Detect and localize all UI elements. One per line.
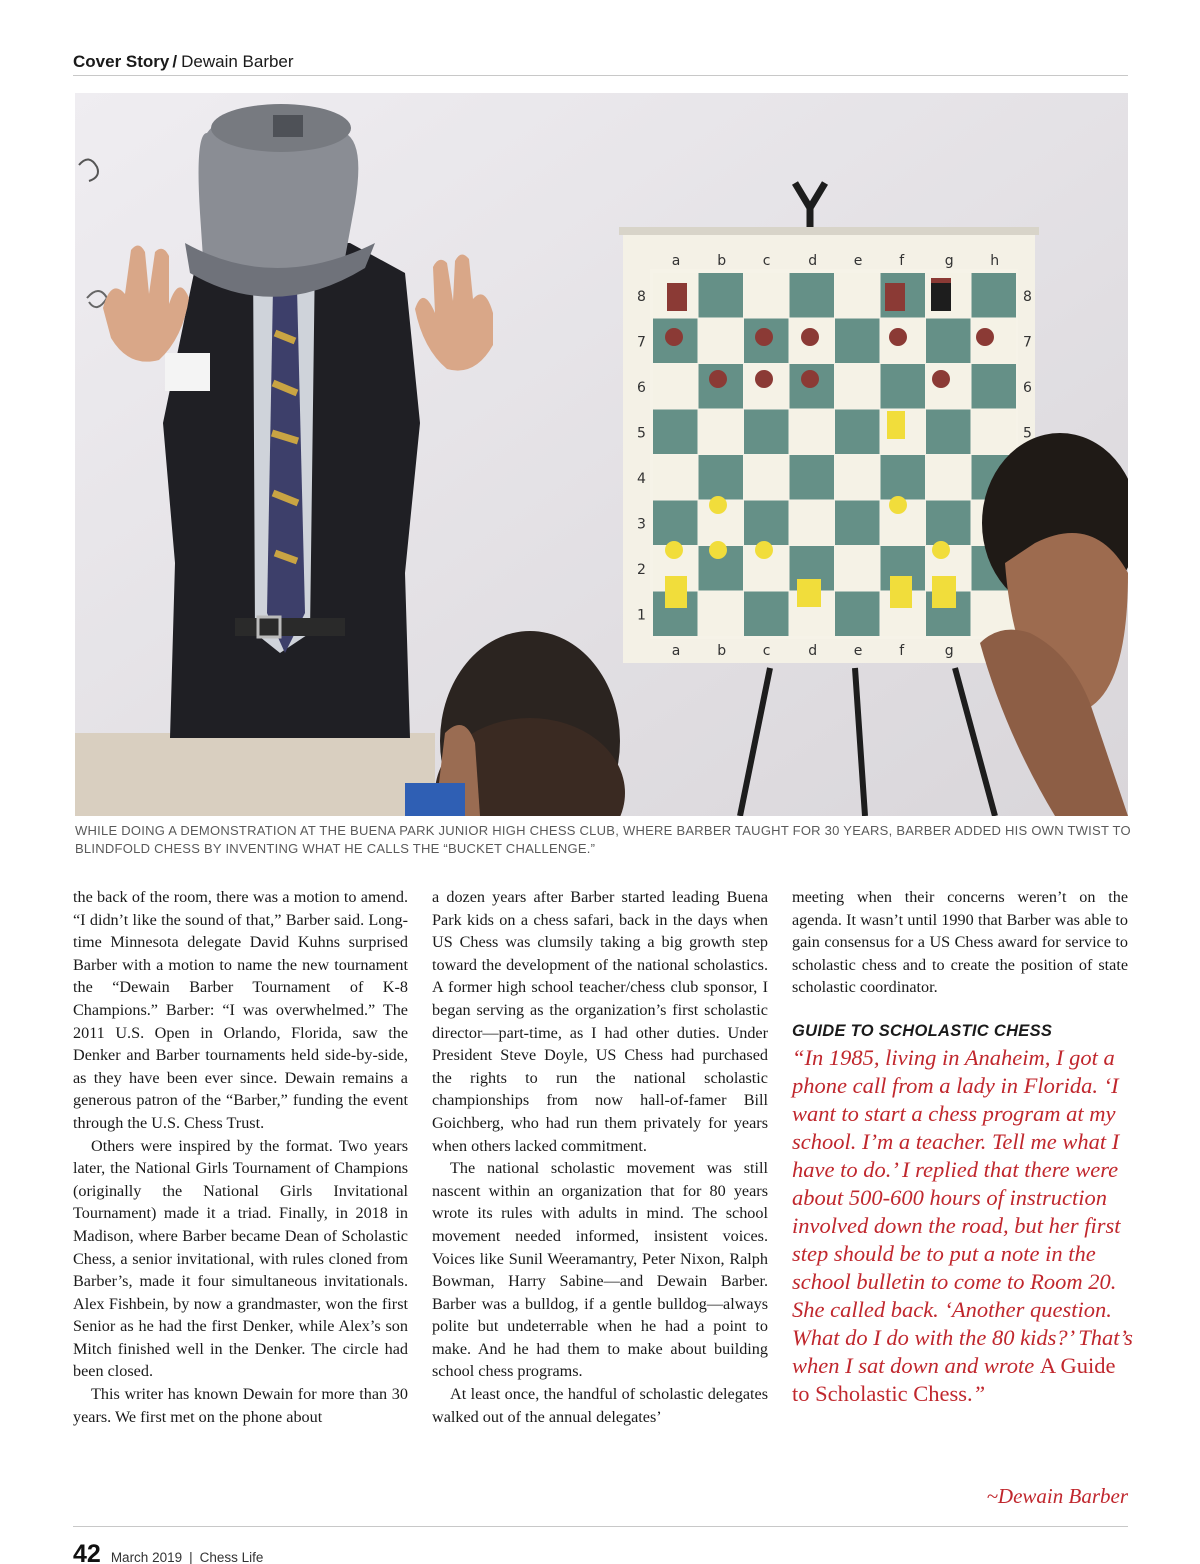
paragraph: meeting when their concerns weren’t on the agenda. It wasn’t until 1990 that Barber was able to gain consensus for a US Chess award for service to scholastic chess and to create the position of state scholastic coordinator. <box>792 888 1128 997</box>
board-square <box>790 501 835 546</box>
board-rank-label: 7 <box>637 334 646 351</box>
board-square <box>835 501 880 546</box>
article-column-2 <box>432 886 768 1428</box>
paragraph: This writer has known Dewain for more than 30 years. We first met on the phone about <box>73 1385 408 1426</box>
pull-quote <box>792 1044 1137 1408</box>
board-square <box>926 364 971 409</box>
board-square <box>835 455 880 500</box>
board-file-label: a <box>671 253 681 269</box>
board-rank-label: 6 <box>1023 379 1032 396</box>
board-rank-label: 2 <box>637 561 646 578</box>
board-file-label: b <box>717 253 727 269</box>
board-file-label: f <box>899 253 905 269</box>
board-square <box>926 319 971 364</box>
photo-caption: WHILE DOING A DEMONSTRATION AT THE BUENA PARK JUNIOR HIGH CHESS CLUB, WHERE BARBER TAUGHT FOR 30 YEARS, BARBER ADDED HIS OWN TWIST TO BLINDFOLD CHESS BY INVENTING WHAT HE CALLS THE “BUCKET CHALLENGE.” <box>75 823 1131 856</box>
article-column-1 <box>73 886 408 1428</box>
board-square <box>699 273 744 318</box>
board-square <box>972 364 1017 409</box>
issue-date: March 2019 <box>110 1550 183 1564</box>
board-file-label: h <box>990 253 1000 269</box>
paragraph: the back of the room, there was a motion to amend. “I didn’t like the sound of that,” Barber said. Long-time Minnesota delegate David Kuhns surprised Barber with a motion to name the new tournament the “Dewain Barber Tournament of K-8 Champions.” Barber: “I was overwhelmed.” The 2011 U.S. Open in Orlando, Florida, saw the Denker and Barber tournaments held side-by-side, as they have been ever since. Dewain remains a generous patron of the “Barber,” funding the event through the U.S. Chess Trust. <box>73 888 408 1132</box>
board-square <box>744 410 789 455</box>
board-rank-label: 6 <box>637 379 646 396</box>
board-square <box>699 319 744 364</box>
photo-illustration <box>75 93 1128 816</box>
paragraph: At least once, the handful of scholastic delegates walked out of the annual delegates’ <box>432 1385 768 1426</box>
header-slash: / <box>172 52 178 71</box>
board-square <box>653 410 698 455</box>
quote-attribution: ~Dewain Barber <box>986 1484 1128 1508</box>
paragraph: a dozen years after Barber started leading Buena Park kids on a chess safari, back in the days when US Chess was clumsily taking a big growth step toward the development of the national scholastics. A former high school teacher/chess club sponsor, I began serving as the organization’s first scholastic director—part-time, as I had other duties. Under President Steve Doyle, US Chess had purchased the rights to run the national scholastic championships from now hall-of-famer Bill Goichberg, who had run them privately for years when others lacked commitment. <box>432 888 768 1155</box>
board-square <box>835 546 880 591</box>
board-square <box>744 273 789 318</box>
board-square <box>835 364 880 409</box>
board-square <box>744 455 789 500</box>
board-file-label: a <box>671 643 681 659</box>
board-rank-label: 7 <box>1023 334 1032 351</box>
board-square <box>653 455 698 500</box>
board-square <box>972 273 1017 318</box>
page-footer <box>73 1540 263 1564</box>
cover-photo <box>75 93 1128 816</box>
board-file-label: g <box>944 643 954 659</box>
board-square <box>835 592 880 637</box>
board-square <box>744 592 789 637</box>
board-file-label: b <box>717 643 727 659</box>
board-rank-label: 4 <box>637 470 646 487</box>
board-file-label: c <box>762 253 771 269</box>
board-rank-label: 5 <box>637 425 646 442</box>
paragraph: Others were inspired by the format. Two years later, the National Girls Tournament of Champions (originally the National Girls Invitational Tournament) made it a triad. Finally, in 2018 in Madison, where Barber became Dean of Scholastic Chess, a senior invitational, with rules cloned from Barber’s, made it four simultaneous invitationals. Alex Fishbein, by now a grandmaster, won the first Senior as he had the first Denker, while Alex’s son Mitch finished well in the Denker. The circle had been closed. <box>73 1136 408 1381</box>
board-file-label: d <box>808 643 818 659</box>
article-column-3 <box>792 886 1128 999</box>
board-file-label: f <box>899 643 905 659</box>
board-rank-label: 3 <box>637 516 646 533</box>
quote-close-mark: ” <box>972 1381 986 1406</box>
board-rank-label: 8 <box>1023 288 1032 305</box>
board-file-label: e <box>853 643 863 659</box>
board-square <box>790 273 835 318</box>
quote-book-title: A Guide to Scholastic Chess. <box>792 1353 1116 1406</box>
board-square <box>653 501 698 546</box>
board-rank-label: 5 <box>1023 425 1032 442</box>
quote-text: “In 1985, living in Anaheim, I got a phone call from a lady in Florida. ‘I want to start a chess program at my school. I’m a teacher. Tell me what I have to do.’ I replied that there were about 500-600 hours of instruction involved down the road, but her first step should be to put a note in the school bulletin to come to Room 20. She called back. ‘Another question. What do I do with the 80 kids?’ That’s when I sat down and wrote <box>792 1045 1133 1378</box>
board-square <box>835 319 880 364</box>
board-rank-label: 1 <box>637 607 646 624</box>
board-square <box>926 410 971 455</box>
board-square <box>744 501 789 546</box>
board-square <box>881 364 926 409</box>
board-square <box>835 410 880 455</box>
magazine-name: Chess Life <box>199 1550 264 1564</box>
board-file-label: d <box>808 253 818 269</box>
board-square <box>790 455 835 500</box>
sidebar-heading: GUIDE TO SCHOLASTIC CHESS <box>792 1022 1053 1040</box>
board-square <box>699 455 744 500</box>
board-square <box>926 501 971 546</box>
board-square <box>926 455 971 500</box>
footer-separator: | <box>189 1550 193 1564</box>
board-file-label: c <box>762 643 771 659</box>
board-square <box>835 273 880 318</box>
header-author: Dewain Barber <box>181 52 294 71</box>
paragraph: The national scholastic movement was still nascent within an organization that for 80 years wrote its rules with adults in mind. The school movement needed informed, insistent voices. Voices like Sunil Weeramantry, Peter Nixon, Ralph Bowman, Harry Sabine—and Dewain Barber. Barber was a bulldog, if a gentle bulldog—always polite but undeterrable when he had a point to make. And he had them to make about building school chess programs. <box>432 1159 768 1381</box>
footer-rule <box>73 1526 1128 1527</box>
running-header <box>73 52 1128 76</box>
board-file-label: g <box>944 253 954 269</box>
header-section: Cover Story <box>73 52 170 71</box>
board-file-label: e <box>853 253 863 269</box>
page-number: 42 <box>73 1540 101 1564</box>
board-square <box>653 364 698 409</box>
board-square <box>790 410 835 455</box>
board-square <box>972 410 1017 455</box>
board-square <box>699 410 744 455</box>
board-square <box>699 592 744 637</box>
board-rank-label: 8 <box>637 288 646 305</box>
board-square <box>881 455 926 500</box>
